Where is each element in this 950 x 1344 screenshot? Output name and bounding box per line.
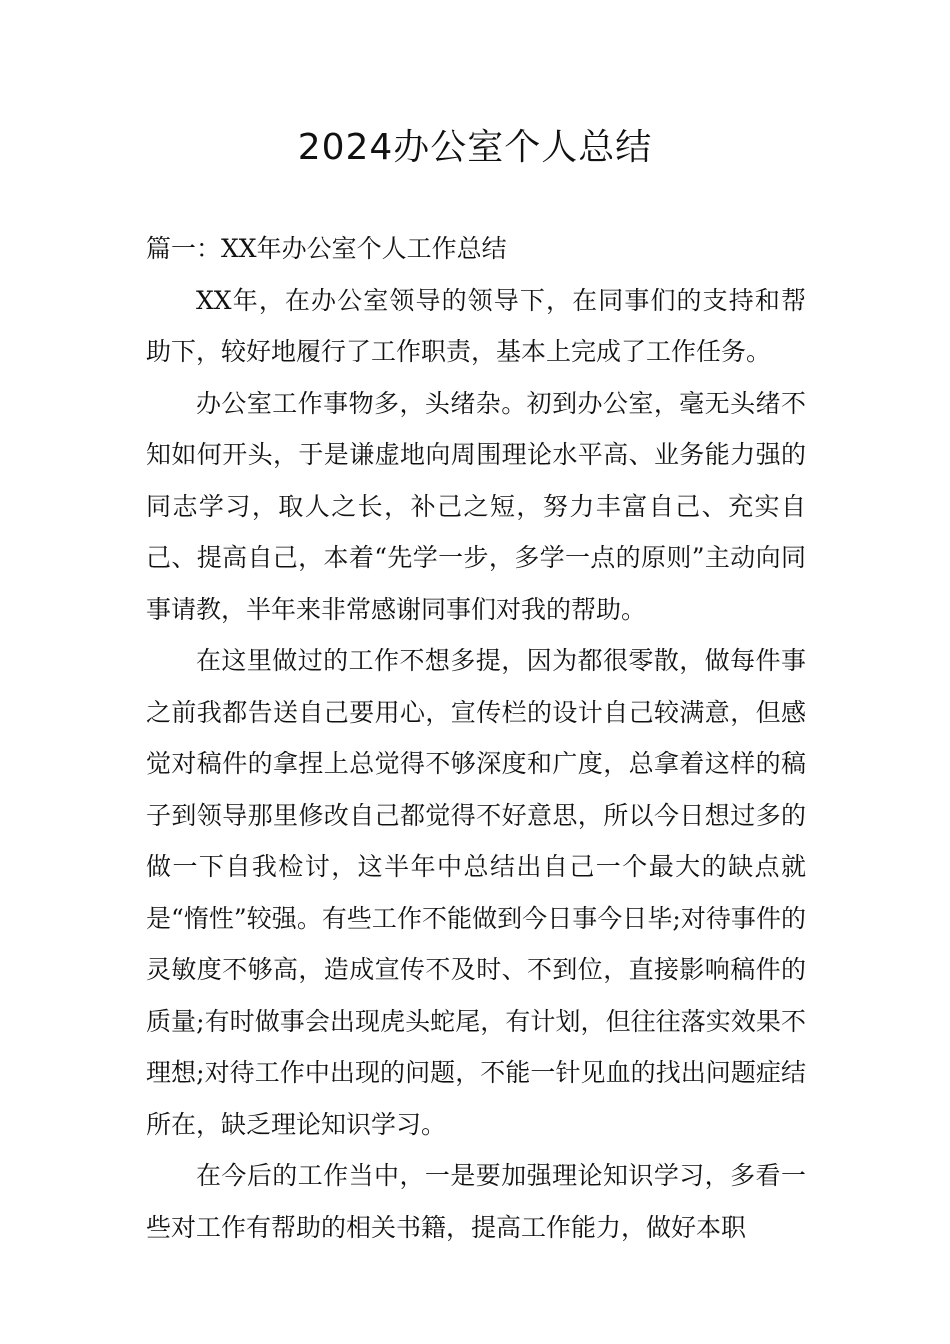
document-body bbox=[146, 223, 806, 1253]
paragraph-2: 办公室工作事物多，头绪杂。初到办公室，毫无头绪不知如何开头，于是谦虚地向周围理论水平高、业务能力强的同志学习，取人之长，补己之短，努力丰富自己、充实自己、提高自己，本着“先学一步，多学一点的原则”主动向同事请教，半年来非常感谢同事们对我的帮助。 bbox=[146, 388, 806, 624]
paragraph-3: 在这里做过的工作不想多提，因为都很零散，做每件事之前我都告送自己要用心，宣传栏的设计自己较满意，但感觉对稿件的拿捏上总觉得不够深度和广度，总拿着这样的稿子到领导那里修改自己都觉得不好意思，所以今日想过多的做一下自我检讨，这半年中总结出自己一个最大的缺点就是“惰性”较强。有些工作不能做到今日事今日毕;对待事件的灵敏度不够高，造成宣传不及时、不到位，直接影响稿件的质量;有时做事会出现虎头蛇尾，有计划，但往往落实效果不理想;对待工作中出现的问题，不能一针见血的找出问题症结所在，缺乏理论知识学习。 bbox=[146, 646, 806, 1139]
paragraph-1: XX年，在办公室领导的领导下，在同事们的支持和帮助下，较好地履行了工作职责，基本上完成了工作任务。 bbox=[146, 285, 806, 366]
document-title: 2024办公室个人总结 bbox=[297, 127, 653, 168]
section-heading: 篇一：XX年办公室个人工作总结 bbox=[146, 234, 507, 263]
paragraph-4: 在今后的工作当中，一是要加强理论知识学习，多看一些对工作有帮助的相关书籍，提高工作能力，做好本职 bbox=[146, 1161, 806, 1242]
